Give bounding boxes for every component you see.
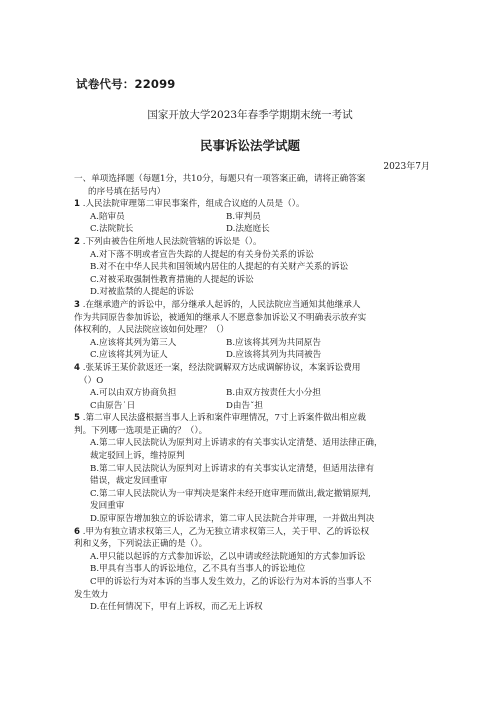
question-3-text: .在继承遗产的诉讼中，部分继承人起诉的，人民法院应当通知其他继承人 <box>82 299 361 310</box>
question-section <box>74 173 438 614</box>
option-a: A.应该将其列为第三人 <box>90 337 177 348</box>
question-6-text: .甲为有独立请求权第三人，乙为无独立请求权第三人，关于甲、乙的诉讼权 <box>82 526 370 537</box>
option-d: D.法庭庭长 <box>226 224 270 235</box>
section-heading: 一、单项选择题（每题1分，共10分，每题只有一项答案正确，请将正确答案 <box>74 174 366 184</box>
question-4-text: .张某诉王某价款返还一案，经法院调解双方达成调解协议，本案诉讼费用 <box>82 362 361 373</box>
option-b: B.甲具有当事人的诉讼地位，乙不具有当事人的诉讼地位 <box>90 564 306 575</box>
question-5-text: .第二审人民法盛根据当事人上诉和案件审理情况，7寸上诉案件做出相应裁 <box>82 413 366 424</box>
question-5-stem-cont: 判。下列哪一选项是正确的？（）。 <box>74 425 208 436</box>
section-heading-cont: 的序号填在括号内） <box>88 186 166 197</box>
question-1-options-row-1 <box>74 211 438 224</box>
option-d: D.应该将其列为共同被告 <box>226 350 322 361</box>
question-5-number: 5 <box>74 413 80 424</box>
option-b: B.审判员 <box>226 211 261 222</box>
option-c-cont: 发回重审 <box>90 501 125 512</box>
question-4-stem-cont: （）O <box>79 375 104 386</box>
question-4-options-row-1 <box>74 387 438 400</box>
option-c: C由原告˙日 <box>90 400 136 411</box>
question-2-stem <box>74 236 438 249</box>
option-d: D.原审原告增加独立的诉讼请求，第二审人民法院合并审理，一并做出判决 <box>90 514 375 525</box>
question-3-options-row-1 <box>74 337 438 350</box>
option-a-cont: 裁定驳回上诉，维持原判 <box>90 451 185 462</box>
question-3-stem-cont: 体权利的，人民法院应该如何处理？（） <box>74 325 229 336</box>
option-d: D.在任何情况下，甲有上诉权，而乙无上诉权 <box>90 602 263 613</box>
question-5-stem <box>74 412 438 425</box>
option-b-cont: 错误，裁定发回重审 <box>90 476 168 487</box>
option-b: B.由双方按责任大小分担 <box>226 388 321 399</box>
option-a: A.第二审人民法院认为原判对上诉请求的有关事实认定清楚、适用法律正确， <box>90 438 383 449</box>
option-c: C甲的诉讼行为对本诉的当事人发生效力，乙的诉讼行为对本诉的当事人不 <box>90 577 372 587</box>
option-d: D由告ˇ担 <box>226 400 263 411</box>
question-4-options-row-2 <box>74 400 438 413</box>
option-a: A.可以由双方协商负担 <box>90 388 177 399</box>
question-6-number: 6 <box>74 526 80 537</box>
question-2-number: 2 <box>74 236 80 247</box>
option-c: C.法院院长 <box>90 224 134 235</box>
question-3-stem <box>74 299 438 312</box>
option-d: D.对被监禁的人提起的诉讼 <box>90 287 194 298</box>
exam-subtitle: 民事诉讼法学试题 <box>199 138 300 153</box>
option-c-cont: 发生效力 <box>74 589 109 600</box>
question-1-options-row-2 <box>74 223 438 236</box>
option-b: B.应该将其列为共同原告 <box>226 337 321 348</box>
option-b: B.第二审人民法院认为原判对上诉请求的有关事实认定清楚，但适用法律有 <box>90 463 375 474</box>
option-c: C.对被采取强制性教育措施的人提起的诉讼 <box>90 274 254 285</box>
option-c: C.第二审人民法院认为一审判决是案件未经开庭审理而做出,裁定撤销原判, <box>90 488 371 499</box>
question-1-number: 1 <box>74 199 80 210</box>
question-6-stem <box>74 526 438 539</box>
exam-title: 国家开放大学2023年春季学期期末统一考试 <box>147 109 353 121</box>
question-2-text: .下列由被告住所地人民法院管辖的诉讼是（）。 <box>82 236 262 247</box>
question-1-stem <box>74 198 438 211</box>
option-a: A.对下落不明或者宣告失踪的人提起的有关身份关系的诉讼 <box>90 249 314 260</box>
question-1-text: .人民法院审理第二审民事案件，组成合议庭的人员是（）。 <box>82 199 305 210</box>
option-b: B.对不在中华人民共和国领域内居住的人提起的有关财产关系的诉讼 <box>90 262 349 273</box>
question-3-stem-cont: 作为共同原告参加诉讼，被通知的继承人不愿意参加诉讼又不明确表示放弃实 <box>74 312 367 323</box>
question-6-stem-cont: 利和义务，下列说法正确的是（）。 <box>74 539 208 550</box>
exam-date: 2023年7月 <box>383 162 430 172</box>
option-a: A.陪审员 <box>90 211 125 222</box>
question-4-stem <box>74 362 438 375</box>
question-4-number: 4 <box>74 362 80 373</box>
option-c: C.应该将其列为证人 <box>90 350 168 361</box>
question-3-number: 3 <box>74 299 80 310</box>
exam-code: 试卷代号：22099 <box>76 77 176 91</box>
question-3-options-row-2 <box>74 349 438 362</box>
option-a: A.甲只能以起诉的方式参加诉讼，乙以申请或经法院通知的方式参加诉讼 <box>90 551 366 562</box>
